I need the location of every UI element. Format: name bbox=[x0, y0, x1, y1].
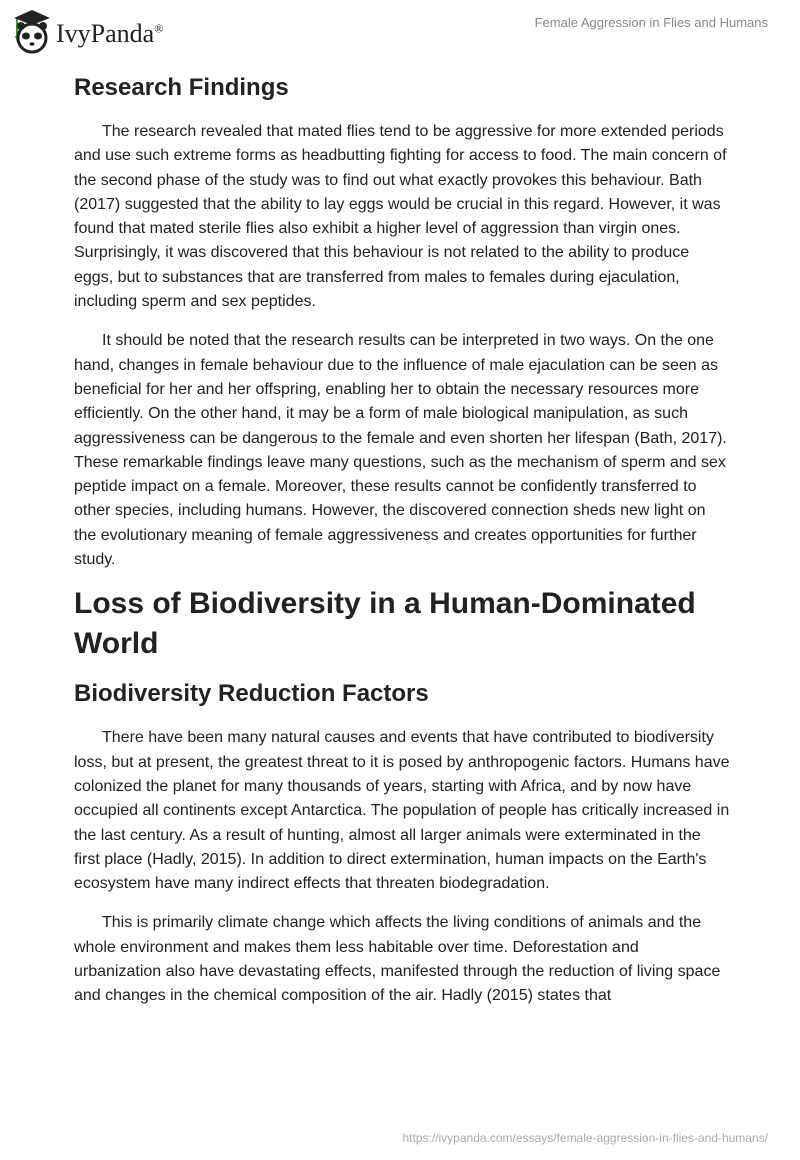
document-title: Female Aggression in Flies and Humans bbox=[534, 15, 768, 30]
article-body bbox=[74, 70, 730, 1009]
panda-graduate-icon bbox=[12, 8, 52, 54]
heading-loss-of-biodiversity: Loss of Biodiversity in a Human-Dominated World bbox=[74, 587, 696, 661]
paragraph: This is primarily climate change which affects the living conditions of animals and the whole environment and makes them less habitable over time. Deforestation and urbanization also have devastating effects, manifested through the reduction of living space and changes in the chemical composition of the air. Hadly (2015) states that bbox=[74, 914, 721, 1005]
heading-biodiversity-reduction-factors: Biodiversity Reduction Factors bbox=[74, 680, 429, 708]
logo-text: IvyPanda® bbox=[56, 19, 164, 48]
source-url[interactable]: https://ivypanda.com/essays/female-aggression-in-flies-and-humans/ bbox=[402, 1131, 768, 1145]
paragraph: There have been many natural causes and events that have contributed to biodiversity loss, but at present, the greatest threat to it is posed by anthropogenic factors. Humans have colonized the planet for many thousands of years, starting with Africa, and by now have occupied all continents except Antarctica. The population of people has critically increased in the last century. As a result of hunting, almost all larger animals were exterminated in the first place (Hadly, 2015). In addition to direct extermination, human impacts on the Earth's ecosystem have many indirect effects that threaten biodegradation. bbox=[74, 729, 730, 893]
heading-research-findings: Research Findings bbox=[74, 74, 289, 101]
paragraph: The research revealed that mated flies tend to be aggressive for more extended periods and use such extreme forms as headbutting fighting for access to food. The main concern of the second phase of the study was to find out what exactly provokes this behaviour. Bath (2017) suggested that the ability to lay eggs would be crucial in this regard. However, it was found that mated sterile flies also exhibit a higher level of aggression than virgin ones. Surprisingly, it was discovered that this behaviour is not related to the ability to produce eggs, but to substances that are transferred from males to females during ejaculation, including sperm and sex peptides. bbox=[74, 123, 727, 311]
ivypanda-logo[interactable] bbox=[12, 8, 163, 54]
paragraph: It should be noted that the research results can be interpreted in two ways. On the one hand, changes in female behaviour due to the influence of male ejaculation can be seen as beneficial for her and her offspring, enabling her to obtain the necessary resources more efficiently. On the other hand, it may be a form of male biological manipulation, as such aggressiveness can be dangerous to the female and even shorten her lifespan (Bath, 2017). These remarkable findings leave many questions, such as the mechanism of sperm and sex peptide impact on a female. Moreover, these results cannot be confidently transferred to other species, including humans. However, the discovered connection sheds new light on the evolutionary meaning of female aggressiveness and creates opportunities for further study. bbox=[74, 332, 727, 569]
